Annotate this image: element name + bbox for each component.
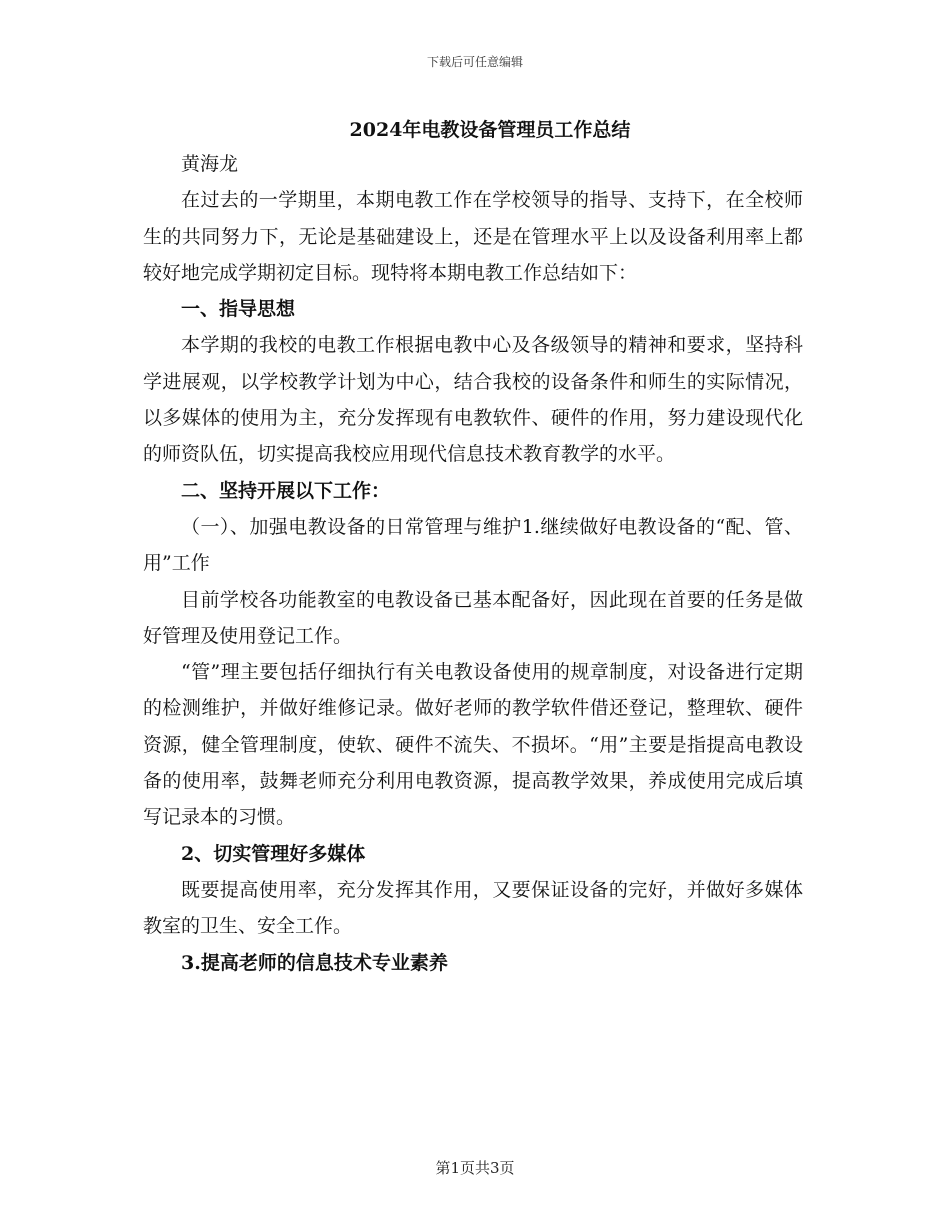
- author-name: 黄海龙: [181, 153, 239, 175]
- page-footer: 第1页共3页: [435, 1159, 515, 1177]
- header-note: 下载后可任意编辑: [426, 55, 523, 69]
- heading-multimedia: 2、切实管理好多媒体: [181, 842, 366, 865]
- document-body: [143, 146, 803, 981]
- paragraph-equipment-status: 目前学校各功能教室的电教设备已基本配备好，因此现在首要的任务是做好管理及使用登记工作。: [143, 588, 803, 647]
- heading-teacher-skills: 3.提高老师的信息技术专业素养: [181, 951, 448, 974]
- paragraph-multimedia: 既要提高使用率，充分发挥其作用，又要保证设备的完好，并做好多媒体教室的卫生、安全工作。: [143, 878, 803, 938]
- paragraph-management-usage: “管”理主要包括仔细执行有关电教设备使用的规章制度，对设备进行定期的检测维护，并做好维修记录。做好老师的教学软件借还登记，整理软、硬件资源，健全管理制度，使软、硬件不流失、不损坏。“用”主要是指提高电教设备的使用率，鼓舞老师充分利用电教资源，提高教学效果，养成使用完成后填写记录本的习惯。: [143, 661, 803, 829]
- paragraph-intro: 在过去的一学期里，本期电教工作在学校领导的指导、支持下，在全校师生的共同努力下，无论是基础建设上，还是在管理水平上以及设备利用率上都较好地完成学期初定目标。现特将本期电教工作总结如下：: [143, 189, 803, 284]
- document-title: 2024年电教设备管理员工作总结: [349, 119, 631, 141]
- paragraph-guiding-thought: 本学期的我校的电教工作根据电教中心及各级领导的精神和要求，坚持科学进展观，以学校教学计划为中心，结合我校的设备条件和师生的实际情况，以多媒体的使用为主，充分发挥现有电教软件、硬件的作用，努力建设现代化的师资队伍，切实提高我校应用现代信息技术教育教学的水平。: [143, 334, 803, 466]
- heading-guiding-thought: 一、指导思想: [181, 298, 296, 321]
- paragraph-equipment-maintenance: （一）、加强电教设备的日常管理与维护1.继续做好电教设备的“配、管、用”工作: [143, 515, 803, 575]
- heading-work-items: 二、坚持开展以下工作：: [181, 479, 391, 502]
